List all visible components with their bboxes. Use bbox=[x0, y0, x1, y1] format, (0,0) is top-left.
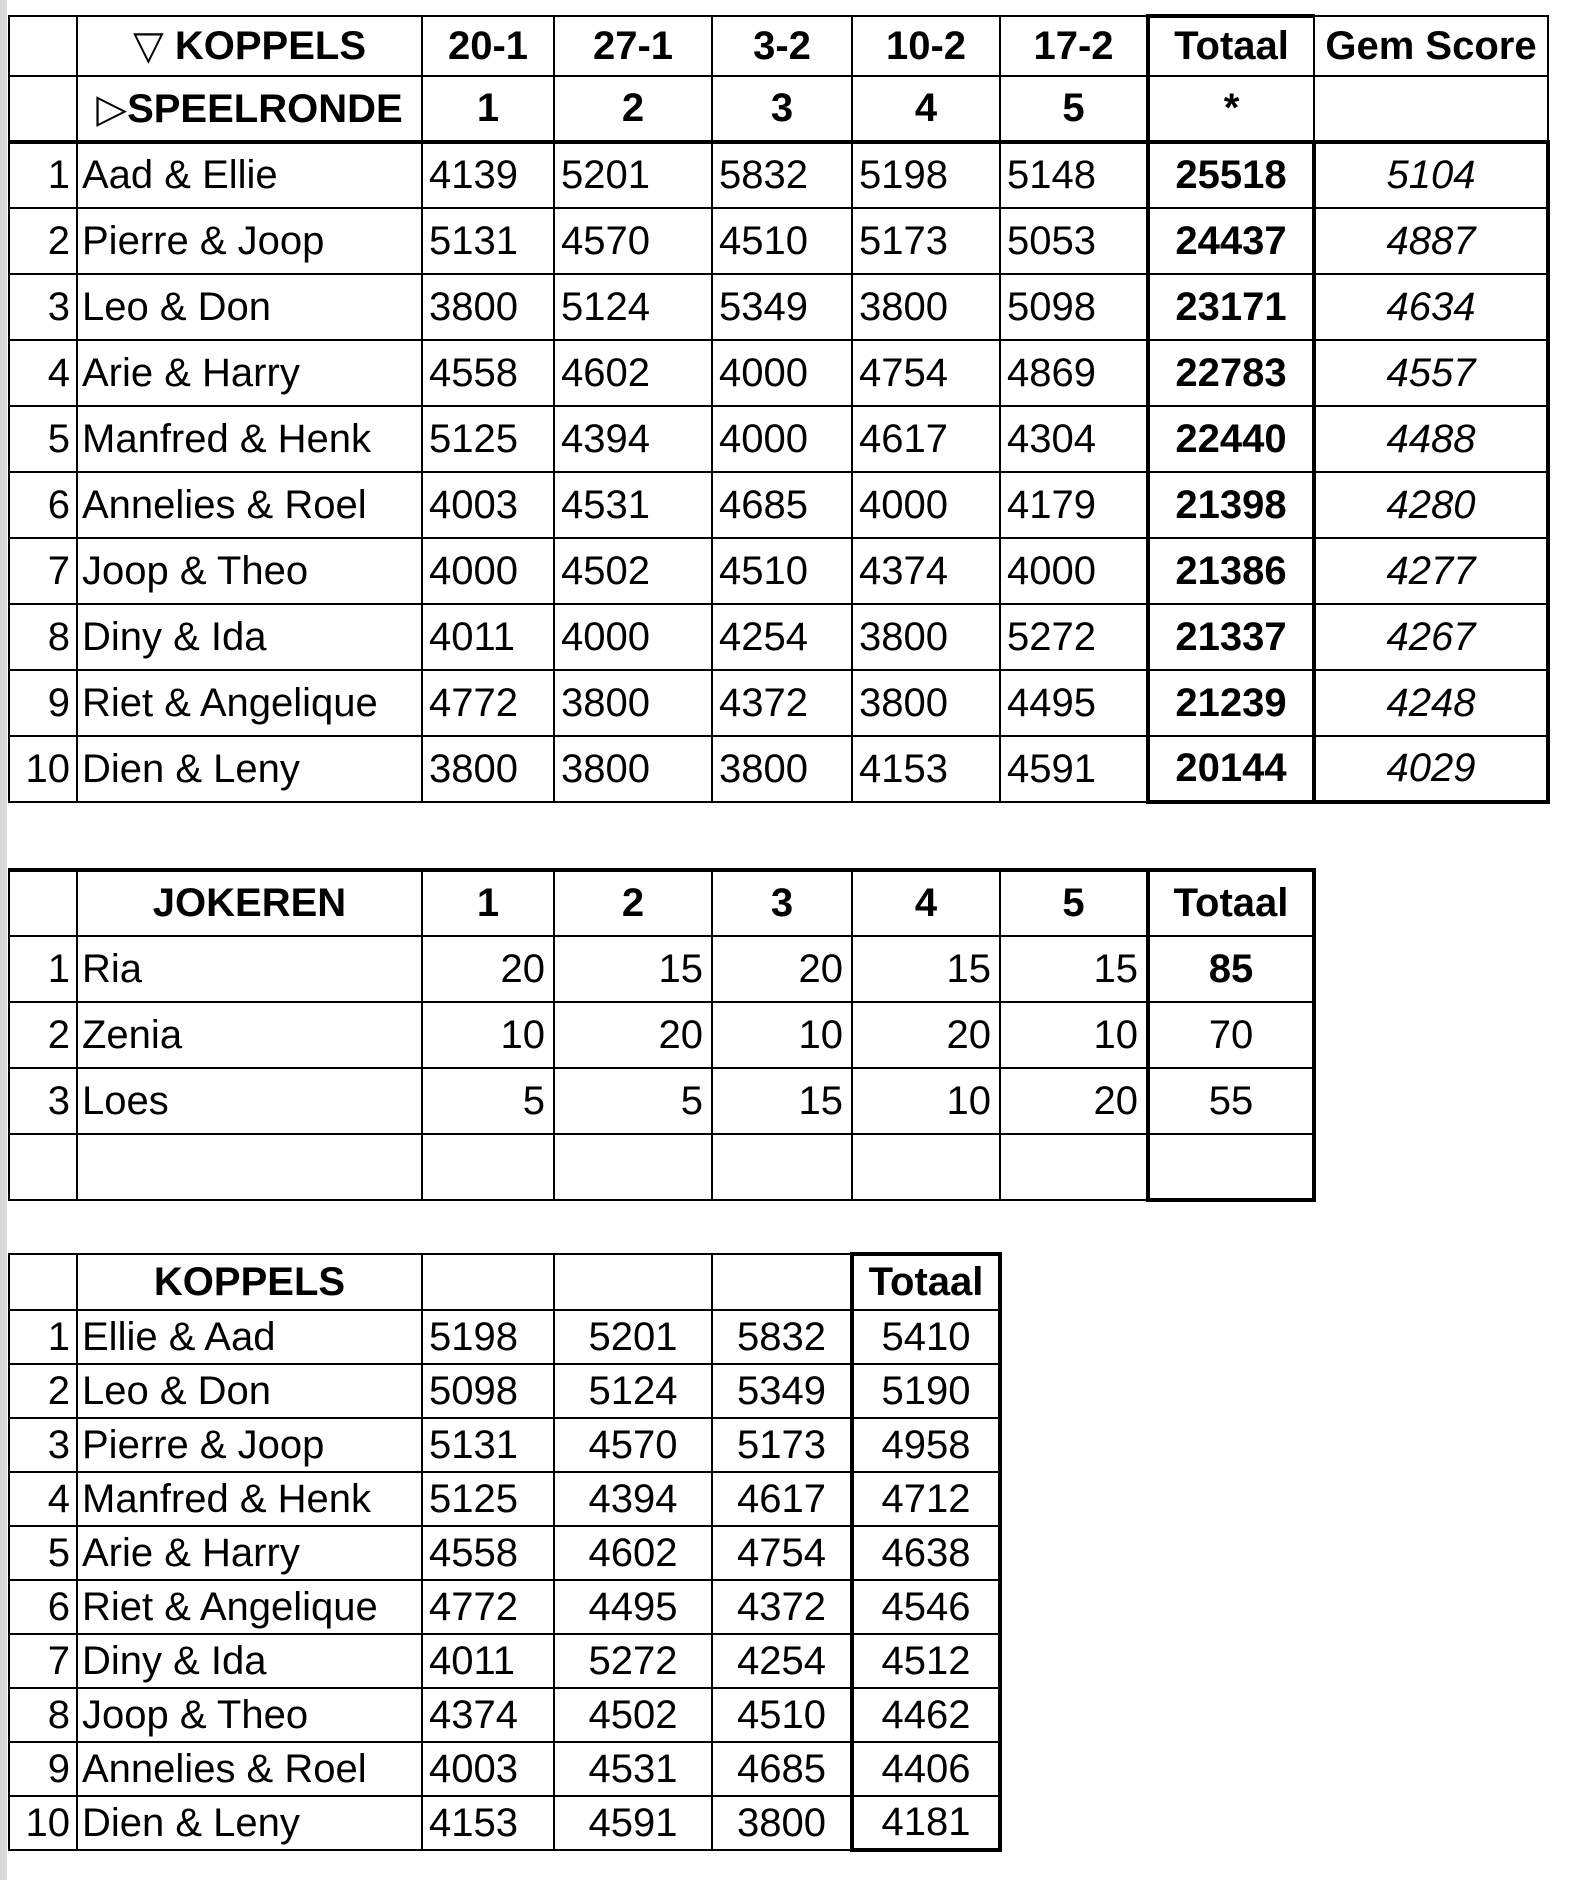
round-score: 4000 bbox=[712, 340, 852, 406]
round-col-4: 4 bbox=[852, 870, 1000, 936]
table-row bbox=[9, 340, 1548, 406]
round-score: 4510 bbox=[712, 538, 852, 604]
rank-cell: 8 bbox=[9, 604, 77, 670]
round-col-2: 2 bbox=[554, 870, 712, 936]
total-score: 4181 bbox=[852, 1796, 1000, 1850]
total-score: 70 bbox=[1148, 1002, 1314, 1068]
date-col-4: 10-2 bbox=[852, 16, 1000, 76]
round-score: 10 bbox=[712, 1002, 852, 1068]
best-score: 4685 bbox=[712, 1742, 852, 1796]
best-score: 4570 bbox=[554, 1418, 712, 1472]
total-score: 5190 bbox=[852, 1364, 1000, 1418]
round-score: 4570 bbox=[554, 208, 712, 274]
player-name: Loes bbox=[77, 1068, 422, 1134]
empty-cell bbox=[1000, 1134, 1148, 1200]
avg-score: 4267 bbox=[1314, 604, 1548, 670]
round-col-4: 4 bbox=[852, 76, 1000, 142]
round-col-5: 5 bbox=[1000, 870, 1148, 936]
round-score: 4602 bbox=[554, 340, 712, 406]
total-score: 20144 bbox=[1148, 736, 1314, 802]
best-score: 5173 bbox=[712, 1418, 852, 1472]
rank-cell: 4 bbox=[9, 1472, 77, 1526]
couple-name: Joop & Theo bbox=[77, 538, 422, 604]
round-score: 4591 bbox=[1000, 736, 1148, 802]
couple-name: Riet & Angelique bbox=[77, 670, 422, 736]
avg-score: 4557 bbox=[1314, 340, 1548, 406]
round-score: 3800 bbox=[554, 736, 712, 802]
table-row bbox=[9, 1742, 1000, 1796]
best3-header bbox=[9, 1254, 1000, 1310]
total-score: 21337 bbox=[1148, 604, 1314, 670]
couple-name: Diny & Ida bbox=[77, 604, 422, 670]
round-score: 4495 bbox=[1000, 670, 1148, 736]
total-score: 4958 bbox=[852, 1418, 1000, 1472]
rank-cell: 10 bbox=[9, 736, 77, 802]
round-score: 20 bbox=[712, 936, 852, 1002]
round-score: 4394 bbox=[554, 406, 712, 472]
best-score: 4591 bbox=[554, 1796, 712, 1850]
table-row bbox=[9, 1418, 1000, 1472]
table-row bbox=[9, 1796, 1000, 1850]
round-score: 4372 bbox=[712, 670, 852, 736]
round-score: 5124 bbox=[554, 274, 712, 340]
koppels-table bbox=[8, 14, 1550, 804]
round-score: 3800 bbox=[422, 274, 554, 340]
total-score: 55 bbox=[1148, 1068, 1314, 1134]
round-score: 20 bbox=[852, 1002, 1000, 1068]
best-score: 4617 bbox=[712, 1472, 852, 1526]
total-score: 4512 bbox=[852, 1634, 1000, 1688]
rank-cell: 1 bbox=[9, 1310, 77, 1364]
round-col-5: 5 bbox=[1000, 76, 1148, 142]
couple-name: Ellie & Aad bbox=[77, 1310, 422, 1364]
round-score: 5 bbox=[422, 1068, 554, 1134]
round-score: 4000 bbox=[852, 472, 1000, 538]
koppels-header-dates bbox=[9, 16, 1548, 76]
rank-cell: 7 bbox=[9, 538, 77, 604]
total-score: 85 bbox=[1148, 936, 1314, 1002]
round-score: 4304 bbox=[1000, 406, 1148, 472]
rank-cell: 2 bbox=[9, 208, 77, 274]
rank-cell: 1 bbox=[9, 142, 77, 208]
table-row bbox=[9, 1310, 1000, 1364]
best-score: 5198 bbox=[422, 1310, 554, 1364]
couple-name: Aad & Ellie bbox=[77, 142, 422, 208]
total-score: 4638 bbox=[852, 1526, 1000, 1580]
round-score: 15 bbox=[1000, 936, 1148, 1002]
total-score: 23171 bbox=[1148, 274, 1314, 340]
total-score: 24437 bbox=[1148, 208, 1314, 274]
table-row bbox=[9, 1688, 1000, 1742]
couple-name: Leo & Don bbox=[77, 1364, 422, 1418]
best-score: 5124 bbox=[554, 1364, 712, 1418]
round-score: 5173 bbox=[852, 208, 1000, 274]
round-score: 3800 bbox=[554, 670, 712, 736]
total-score: 22440 bbox=[1148, 406, 1314, 472]
round-score: 4011 bbox=[422, 604, 554, 670]
jokeren-title: JOKEREN bbox=[77, 870, 422, 936]
round-score: 5349 bbox=[712, 274, 852, 340]
round-score: 4374 bbox=[852, 538, 1000, 604]
round-score: 4772 bbox=[422, 670, 554, 736]
empty-cell bbox=[1148, 1134, 1314, 1200]
date-col-2: 27-1 bbox=[554, 16, 712, 76]
rank-cell: 9 bbox=[9, 670, 77, 736]
date-col-1: 20-1 bbox=[422, 16, 554, 76]
table-row bbox=[9, 208, 1548, 274]
best-score: 4772 bbox=[422, 1580, 554, 1634]
total-score: 4546 bbox=[852, 1580, 1000, 1634]
corner-cell bbox=[9, 1254, 77, 1310]
koppels-title: ▽ KOPPELS bbox=[77, 16, 422, 76]
best-score: 5131 bbox=[422, 1418, 554, 1472]
round-score: 5098 bbox=[1000, 274, 1148, 340]
round-score: 3800 bbox=[852, 670, 1000, 736]
table-row bbox=[9, 1580, 1000, 1634]
couple-name: Leo & Don bbox=[77, 274, 422, 340]
round-score: 3800 bbox=[422, 736, 554, 802]
avg-score: 4248 bbox=[1314, 670, 1548, 736]
total-score: 22783 bbox=[1148, 340, 1314, 406]
round-score: 4754 bbox=[852, 340, 1000, 406]
round-score: 3800 bbox=[852, 604, 1000, 670]
total-header: Totaal bbox=[1148, 16, 1314, 76]
round-score: 10 bbox=[852, 1068, 1000, 1134]
round-score: 4139 bbox=[422, 142, 554, 208]
round-score: 4685 bbox=[712, 472, 852, 538]
avg-score: 4029 bbox=[1314, 736, 1548, 802]
round-score: 4531 bbox=[554, 472, 712, 538]
table-row bbox=[9, 1526, 1000, 1580]
total-score: 21239 bbox=[1148, 670, 1314, 736]
total-score: 4406 bbox=[852, 1742, 1000, 1796]
table-row bbox=[9, 538, 1548, 604]
empty-cell bbox=[712, 1134, 852, 1200]
round-col-2: 2 bbox=[554, 76, 712, 142]
empty-header bbox=[422, 1254, 554, 1310]
round-score: 15 bbox=[712, 1068, 852, 1134]
corner-cell bbox=[9, 870, 77, 936]
rank-cell: 4 bbox=[9, 340, 77, 406]
round-score: 15 bbox=[852, 936, 1000, 1002]
round-score: 5053 bbox=[1000, 208, 1148, 274]
best-score: 4153 bbox=[422, 1796, 554, 1850]
table-row bbox=[9, 1002, 1314, 1068]
couple-name: Diny & Ida bbox=[77, 1634, 422, 1688]
table-row bbox=[9, 670, 1548, 736]
best-score: 4011 bbox=[422, 1634, 554, 1688]
rank-cell: 8 bbox=[9, 1688, 77, 1742]
rank-cell: 3 bbox=[9, 1418, 77, 1472]
round-score: 20 bbox=[1000, 1068, 1148, 1134]
total-score: 4712 bbox=[852, 1472, 1000, 1526]
rank-cell: 10 bbox=[9, 1796, 77, 1850]
sheet-left-edge bbox=[0, 0, 7, 1880]
table-row bbox=[9, 1472, 1000, 1526]
total-header: Totaal bbox=[852, 1254, 1000, 1310]
best-score: 4003 bbox=[422, 1742, 554, 1796]
round-score: 5125 bbox=[422, 406, 554, 472]
table-row bbox=[9, 736, 1548, 802]
best-score: 5201 bbox=[554, 1310, 712, 1364]
couple-name: Pierre & Joop bbox=[77, 1418, 422, 1472]
round-score: 3800 bbox=[712, 736, 852, 802]
best-score: 5272 bbox=[554, 1634, 712, 1688]
round-score: 5148 bbox=[1000, 142, 1148, 208]
best-score: 3800 bbox=[712, 1796, 852, 1850]
round-score: 4558 bbox=[422, 340, 554, 406]
empty-cell bbox=[9, 1134, 77, 1200]
best-score: 4754 bbox=[712, 1526, 852, 1580]
jokeren-table bbox=[8, 868, 1316, 1202]
couple-name: Riet & Angelique bbox=[77, 1580, 422, 1634]
round-score: 10 bbox=[422, 1002, 554, 1068]
best-score: 4374 bbox=[422, 1688, 554, 1742]
empty-cell bbox=[77, 1134, 422, 1200]
empty-cell bbox=[554, 1134, 712, 1200]
empty-row bbox=[9, 1134, 1314, 1200]
round-score: 4000 bbox=[422, 538, 554, 604]
rank-cell: 3 bbox=[9, 1068, 77, 1134]
couple-name: Dien & Leny bbox=[77, 736, 422, 802]
total-score: 4462 bbox=[852, 1688, 1000, 1742]
rank-cell: 3 bbox=[9, 274, 77, 340]
avg-score: 4488 bbox=[1314, 406, 1548, 472]
avg-score: 4280 bbox=[1314, 472, 1548, 538]
best-score: 4531 bbox=[554, 1742, 712, 1796]
round-score: 5 bbox=[554, 1068, 712, 1134]
avg-header: Gem Score bbox=[1314, 16, 1548, 76]
rank-cell: 7 bbox=[9, 1634, 77, 1688]
round-score: 4153 bbox=[852, 736, 1000, 802]
round-col-3: 3 bbox=[712, 870, 852, 936]
couple-name: Pierre & Joop bbox=[77, 208, 422, 274]
date-col-5: 17-2 bbox=[1000, 16, 1148, 76]
round-score: 4502 bbox=[554, 538, 712, 604]
round-score: 4869 bbox=[1000, 340, 1148, 406]
couple-name: Arie & Harry bbox=[77, 340, 422, 406]
round-score: 4000 bbox=[1000, 538, 1148, 604]
total-mark: * bbox=[1148, 76, 1314, 142]
round-col-1: 1 bbox=[422, 870, 554, 936]
round-score: 4617 bbox=[852, 406, 1000, 472]
total-header: Totaal bbox=[1148, 870, 1314, 936]
table-row bbox=[9, 1068, 1314, 1134]
best3-title: KOPPELS bbox=[77, 1254, 422, 1310]
speelronde-label: ▷SPEELRONDE bbox=[77, 76, 422, 142]
rank-cell: 2 bbox=[9, 1364, 77, 1418]
round-score: 4003 bbox=[422, 472, 554, 538]
best-score: 4510 bbox=[712, 1688, 852, 1742]
round-score: 3800 bbox=[852, 274, 1000, 340]
round-col-3: 3 bbox=[712, 76, 852, 142]
empty-cell bbox=[422, 1134, 554, 1200]
round-score: 5201 bbox=[554, 142, 712, 208]
round-score: 4000 bbox=[554, 604, 712, 670]
rank-cell: 6 bbox=[9, 1580, 77, 1634]
table-row bbox=[9, 1364, 1000, 1418]
table-row bbox=[9, 936, 1314, 1002]
best-score: 4254 bbox=[712, 1634, 852, 1688]
best-score: 4558 bbox=[422, 1526, 554, 1580]
table-row bbox=[9, 142, 1548, 208]
round-score: 15 bbox=[554, 936, 712, 1002]
round-score: 4510 bbox=[712, 208, 852, 274]
avg-score: 4634 bbox=[1314, 274, 1548, 340]
avg-score: 4887 bbox=[1314, 208, 1548, 274]
best-score: 4502 bbox=[554, 1688, 712, 1742]
table-row bbox=[9, 274, 1548, 340]
best-score: 4394 bbox=[554, 1472, 712, 1526]
table-row bbox=[9, 406, 1548, 472]
rank-cell: 6 bbox=[9, 472, 77, 538]
round-score: 5832 bbox=[712, 142, 852, 208]
table-row bbox=[9, 1634, 1000, 1688]
avg-header-empty bbox=[1314, 76, 1548, 142]
couple-name: Annelies & Roel bbox=[77, 472, 422, 538]
koppels-header-rounds bbox=[9, 76, 1548, 142]
best-score: 5832 bbox=[712, 1310, 852, 1364]
round-score: 10 bbox=[1000, 1002, 1148, 1068]
couple-name: Manfred & Henk bbox=[77, 1472, 422, 1526]
best-score: 4602 bbox=[554, 1526, 712, 1580]
round-score: 20 bbox=[422, 936, 554, 1002]
empty-header bbox=[554, 1254, 712, 1310]
total-score: 21386 bbox=[1148, 538, 1314, 604]
round-score: 20 bbox=[554, 1002, 712, 1068]
empty-header bbox=[712, 1254, 852, 1310]
player-name: Zenia bbox=[77, 1002, 422, 1068]
corner-cell bbox=[9, 16, 77, 76]
best-score: 5098 bbox=[422, 1364, 554, 1418]
couple-name: Arie & Harry bbox=[77, 1526, 422, 1580]
avg-score: 5104 bbox=[1314, 142, 1548, 208]
best-score: 4372 bbox=[712, 1580, 852, 1634]
koppels-best3-table bbox=[8, 1252, 1002, 1852]
rank-cell: 5 bbox=[9, 406, 77, 472]
table-row bbox=[9, 472, 1548, 538]
rank-cell: 1 bbox=[9, 936, 77, 1002]
rank-cell: 5 bbox=[9, 1526, 77, 1580]
round-col-1: 1 bbox=[422, 76, 554, 142]
best-score: 5349 bbox=[712, 1364, 852, 1418]
corner-cell bbox=[9, 76, 77, 142]
date-col-3: 3-2 bbox=[712, 16, 852, 76]
round-score: 4000 bbox=[712, 406, 852, 472]
rank-cell: 9 bbox=[9, 1742, 77, 1796]
player-name: Ria bbox=[77, 936, 422, 1002]
rank-cell: 2 bbox=[9, 1002, 77, 1068]
best-score: 4495 bbox=[554, 1580, 712, 1634]
total-score: 21398 bbox=[1148, 472, 1314, 538]
couple-name: Dien & Leny bbox=[77, 1796, 422, 1850]
best-score: 5125 bbox=[422, 1472, 554, 1526]
round-score: 5198 bbox=[852, 142, 1000, 208]
couple-name: Manfred & Henk bbox=[77, 406, 422, 472]
couple-name: Joop & Theo bbox=[77, 1688, 422, 1742]
avg-score: 4277 bbox=[1314, 538, 1548, 604]
round-score: 5131 bbox=[422, 208, 554, 274]
round-score: 4179 bbox=[1000, 472, 1148, 538]
jokeren-header bbox=[9, 870, 1314, 936]
total-score: 25518 bbox=[1148, 142, 1314, 208]
total-score: 5410 bbox=[852, 1310, 1000, 1364]
round-score: 4254 bbox=[712, 604, 852, 670]
empty-cell bbox=[852, 1134, 1000, 1200]
table-row bbox=[9, 604, 1548, 670]
couple-name: Annelies & Roel bbox=[77, 1742, 422, 1796]
round-score: 5272 bbox=[1000, 604, 1148, 670]
